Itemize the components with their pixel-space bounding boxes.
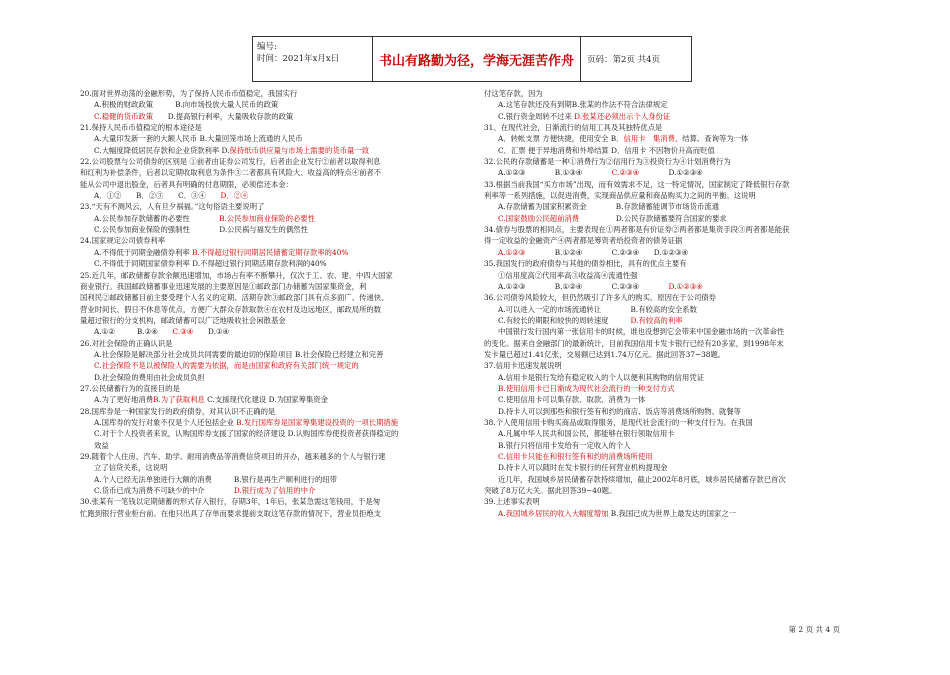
text-line <box>80 145 468 156</box>
line-text: D.社会保险的费用由社会成员负担 <box>94 372 205 382</box>
line-text: C.大幅度降低居民存款和企业贷款利率 D. <box>94 145 230 155</box>
text-line <box>80 156 468 167</box>
line-text: C.支援现代化建设 D.为国家筹集资金 <box>204 395 328 405</box>
line-text: B.①②④ C.②③④ D.①②③④ <box>525 247 689 257</box>
text-line <box>80 496 468 507</box>
line-text: 国利民②邮政储蓄目前主要受理个人名义的定期、活期存款③邮政部门具有点多面广、传递快、 <box>80 293 389 303</box>
line-text: 24.国家规定公司债券利率 <box>80 236 166 246</box>
answer-highlight: B.为了获取利息 <box>153 395 205 405</box>
text-line <box>80 247 468 258</box>
line-text: 突破了8万亿大关。据此回答39~40题。 <box>484 486 617 496</box>
line-text: 结算、查询等为一体 <box>682 134 749 144</box>
header-meta <box>253 37 373 81</box>
line-text: C.对于个人投资者来说，认购国库券支援了国家的经济建设 D.认购国库券使投资者获得稳定的 <box>94 429 399 439</box>
header-motto: 书山有路勤为径，学海无涯苦作舟 <box>373 37 581 81</box>
text-line <box>484 372 874 383</box>
answer-highlight: B.发行国库券是国家筹集建设投资的一项长期措施 <box>236 417 399 427</box>
text-line <box>80 474 468 485</box>
text-line <box>484 247 874 258</box>
text-line <box>80 281 468 292</box>
line-text: 31、在现代社会，日渐流行的信用工具及其独特优点是 <box>484 123 663 133</box>
line-text: 效益 <box>94 440 109 450</box>
text-line <box>484 201 874 212</box>
text-line <box>484 451 874 462</box>
line-text: 忙跑到银行营业柜台前。在他只出具了存单而要求提前支取这笔存款的情况下，营业员拒绝支 <box>80 508 382 518</box>
line-text: ①信用度高②代用率高③收益高④流通性强 <box>498 270 638 280</box>
text-line <box>80 508 468 519</box>
line-text: 立了信贷关系，这说明 <box>94 463 168 473</box>
text-line <box>80 406 468 417</box>
text-line <box>80 383 468 394</box>
line-text: B.使用信用卡已日渐成为现代社会流行的一种支付方式 <box>498 383 675 393</box>
text-line <box>484 99 874 110</box>
text-line <box>80 428 468 439</box>
text-line <box>484 224 874 235</box>
line-text: C.不得低于同期国家债券利率 D.不得超过银行同期活期存款利润的40% <box>94 259 327 269</box>
line-text: A.社会保险是解决部分社会成员共同需要的最迫切的保险项目 B.社会保险已经建立和完善 <box>94 349 384 359</box>
text-line <box>80 133 468 144</box>
line-text: D.公民存款储蓄要符合国家的要求 <box>579 213 727 223</box>
text-line <box>80 451 468 462</box>
line-text: A.国库券的发行对象不仅是个人还包括企业 <box>94 417 237 427</box>
text-line <box>484 394 874 405</box>
text-line <box>80 258 468 269</box>
text-line <box>484 122 874 133</box>
header-number: 编号: <box>257 42 277 52</box>
page-header <box>252 36 692 82</box>
line-text: 20.面对世界动荡的金融形势，为了保持人民币币值稳定，我国实行 <box>80 89 298 98</box>
text-line <box>80 440 468 451</box>
line-text: D.①②③④ <box>639 168 703 178</box>
line-text: A.这笔存款还没有到期B.张某的作法不符合法律规定 <box>498 100 668 110</box>
line-text: 22.公司股票与公司债券的区别是 ①前者由证券公司发行，后者由企业发行②前者以取得利息 <box>80 157 381 167</box>
line-text: 38.个人使用信用卡购买商品或取得服务，是现代社会流行的一种支付行为。在我国 <box>484 417 753 427</box>
line-text: 商业银行。我国邮政储蓄事业迅速发展的主要原因是①邮政部门办储蓄为国家集资金，利 <box>80 281 367 291</box>
text-line <box>80 360 468 371</box>
text-line <box>80 111 468 122</box>
text-line <box>484 235 874 246</box>
text-line <box>484 315 874 326</box>
line-text: A.①②③ B.①③④ <box>498 168 612 178</box>
text-line <box>484 292 874 303</box>
text-line <box>484 111 874 122</box>
text-line <box>80 315 468 326</box>
text-line <box>484 496 874 507</box>
text-line <box>80 167 468 178</box>
line-text: 的变化。据来自金融部门的最新统计，目前我国信用卡发卡银行已经有20多家，到1998年末 <box>484 338 784 348</box>
line-text: 27.公民储蓄行为的直接目的是 <box>80 383 180 393</box>
text-line <box>80 304 468 315</box>
text-line <box>484 338 874 349</box>
text-line <box>80 122 468 133</box>
line-text: A.凡属中华人民共和国公民，都能够在银行领取信用卡 <box>498 429 675 439</box>
text-line <box>80 372 468 383</box>
text-line <box>80 326 468 337</box>
answer-highlight: 信用卡 集消费、 <box>623 134 683 144</box>
line-text: 发卡量已超过1.41亿张，交易额已达到1.74万亿元。据此回答37~38题。 <box>484 349 726 359</box>
line-text: 得一定收益的金融资产④两者都是筹资者给投资者的债务证据 <box>484 236 683 246</box>
line-text: A.大量印发新一套的大额人民币 B.大量回笼市场上流通的人民币 <box>94 134 303 144</box>
line-text: A.我国城乡居民的收入大幅度增加 <box>498 508 609 518</box>
line-text: 37.信用卡迅速发展说明 <box>484 361 562 371</box>
text-line <box>484 156 874 167</box>
text-line <box>484 360 874 371</box>
line-text: C.货币已成为消费不可缺少的中介 <box>94 486 234 496</box>
line-text: B.银行只将信用卡发给有一定收入的个人 <box>498 440 631 450</box>
line-text: A.①②③ <box>498 247 526 257</box>
line-text: A.个人已经无法单独进行大额的消费 B.银行是再生产顺利进行的纽带 <box>94 474 338 484</box>
text-line <box>484 474 874 485</box>
text-line <box>484 167 874 178</box>
answer-highlight: 保持纸币供应量与市场上需要的货币量一致 <box>229 145 370 155</box>
line-text: 29.随着个人住房、汽车、助学、耐用消费品等消费信贷项目的开办，越来越多的个人与银行建 <box>80 452 386 461</box>
line-text: 能从公司中退出股金，后者具有明确的付息期限，必须偿还本金： <box>80 179 293 189</box>
line-text: 36.公司债券风险较大，但仍然吸引了许多人的购买。原因在于公司债券 <box>484 293 716 303</box>
text-line <box>80 485 468 496</box>
line-text: 21.保持人民币币值稳定的根本途径是 <box>80 123 202 133</box>
answer-highlight: D.银行成为了信用的中介 <box>233 486 316 496</box>
answer-highlight: D．②④ <box>220 191 249 201</box>
answer-highlight: C.③④ <box>172 327 194 337</box>
line-text: C.使用信用卡可以集存款、取款、消费为一体 <box>498 395 646 405</box>
text-line <box>80 190 468 201</box>
header-time: 时间：2021年x月x日 <box>257 54 340 64</box>
text-line <box>484 304 874 315</box>
line-text: D.①④ <box>193 327 230 337</box>
text-line <box>484 190 874 201</box>
text-line <box>484 440 874 451</box>
line-text: C.银行资金周转不过来 <box>498 111 575 121</box>
answer-highlight: D.有较高的利率 <box>630 315 683 325</box>
answer-highlight: D.①②③④ <box>668 281 703 291</box>
text-line <box>80 462 468 473</box>
line-text: 30.张某有一笔钱以定期储蓄的形式存入银行，存期3年，1年后，张某急需这笔钱用，于是匆 <box>80 497 381 507</box>
line-text: 中国银行发行国内第一张信用卡的时候，谁也没想到它会带来中国金融市场的一次革命性 <box>498 327 785 337</box>
text-line <box>484 417 874 428</box>
text-line <box>80 394 468 405</box>
text-line <box>484 508 874 519</box>
text-line <box>80 338 468 349</box>
answer-highlight: C.②③④ <box>611 168 640 178</box>
page-footer: 第 2 页 共 4 页 <box>788 625 840 634</box>
text-line <box>484 485 874 496</box>
text-line <box>80 270 468 281</box>
text-line <box>80 349 468 360</box>
line-text: A.不得低于同期金融债券利率 <box>94 247 193 257</box>
header-page: 页码：第2页 共4页 <box>587 55 661 65</box>
text-line <box>484 349 874 360</box>
line-text: 营业时间长、假日不休息等优点，方便广大群众存款取款④在农村及边远地区，邮政局所的数 <box>80 304 382 314</box>
text-line <box>484 213 874 224</box>
text-line <box>484 326 874 337</box>
right-column <box>484 88 874 519</box>
text-line <box>484 258 874 269</box>
text-line <box>80 417 468 428</box>
line-text: 35.我国发行的政府债券与其他的债券相比，具有的优点主要有 <box>484 259 687 269</box>
line-text: 39.上述事实表明 <box>484 497 540 507</box>
line-text: A.公民参加存款储蓄的必要性 <box>94 213 220 223</box>
line-text: C.有较长的期限和较快的周转速度 <box>498 315 631 325</box>
line-text: A.信用卡是银行发给有稳定收入的个人以便利其购物的信用凭证 <box>498 372 704 382</box>
line-text: D.持卡人可以到那些和银行签有和约的商店、饭店等消费场所购物、就餐等 <box>498 406 741 416</box>
line-text: A.①② B.②④ <box>94 327 173 337</box>
line-text: 25.近几年，邮政储蓄存款余额迅速增加，市场占有率不断攀升，仅次于工、农、建、中四大国家 <box>80 270 393 280</box>
line-text: 近几年，我国城乡居民储蓄存款持续增加，截止2002年8月底，城乡居民储蓄存款已首次 <box>498 474 786 484</box>
text-line <box>80 292 468 303</box>
text-line <box>484 428 874 439</box>
line-text: A．①② B．②③ C．③④ <box>94 191 221 201</box>
text-line <box>80 224 468 235</box>
text-line <box>484 406 874 417</box>
text-line <box>80 201 468 212</box>
line-text: B.我国已成为世界上最发达的国家之一 <box>608 508 737 518</box>
line-text: D.提高银行利率，大量吸收存款的政策 <box>153 111 294 121</box>
text-line <box>484 88 874 99</box>
line-text: C.社会保险不是以被保险人的需要为依据，而是由国家和政府有关部门统一规定的 <box>94 361 359 371</box>
line-text: C.信用卡只能在和银行签有和约的消费场所使用 <box>498 452 653 461</box>
line-text: A.可以进入一定的市场流通转让 B.有较高的安全系数 <box>498 304 697 314</box>
text-line <box>484 462 874 473</box>
text-line <box>484 383 874 394</box>
line-text: C.公民参加商业保险的强制性 D.公民祸与福发生的偶然性 <box>94 225 308 235</box>
line-text: 量超过银行的分支机构，邮政储蓄可以广泛地吸收社会闲散基金 <box>80 315 286 325</box>
text-line <box>80 88 468 99</box>
text-line <box>80 235 468 246</box>
line-text: A．转帐支票 方便快捷，使用安全 B． <box>498 134 624 144</box>
line-text: A.为了更好地消费 <box>94 395 154 405</box>
answer-highlight: B.公民参加商业保险的必要性 <box>219 213 315 223</box>
line-text: D.持卡人可以随时在发卡银行的任何营业机构提现金 <box>498 463 668 473</box>
text-line <box>484 145 874 156</box>
line-text: A.存款储蓄为国家积累资金 B.存款储蓄能调节市场货币流通 <box>498 202 719 212</box>
answer-highlight: D.张某还必须出示个人身份证 <box>574 111 671 121</box>
text-line <box>484 270 874 281</box>
line-text: 26.对社会保险的正确认识是 <box>80 338 173 348</box>
line-text: 34.债券与股票的相同点，主要表现在①两者都是有价证券②两者都是集资手段③两者都是能获 <box>484 225 790 235</box>
text-line <box>484 179 874 190</box>
line-text: 利率等一系列措施，以促进消费，实现商品供应量和商品购买力之间的平衡。这说明 <box>484 191 756 201</box>
line-text: 32.公民的存款储蓄是一种①消费行为②信用行为③投资行为④计划消费行为 <box>484 157 731 167</box>
text-line <box>484 133 874 144</box>
line-text: 28.国库券是一种国家发行的政府债券，对其认识不正确的是 <box>80 406 276 416</box>
text-line <box>80 99 468 110</box>
text-line <box>484 281 874 292</box>
line-text: 23.“天有不测风云，人有旦夕祸福。”这句俗语主要说明了 <box>80 202 265 212</box>
line-text: C.稳健的货币政策 <box>94 111 154 121</box>
line-text: C．汇票 便于异地消费和外埠结算 D．信用卡 不因物价升高而贬值 <box>498 145 715 155</box>
text-line <box>80 213 468 224</box>
line-text: A.积极的财政政策 B.向市场投放大量人民币的政策 <box>94 100 279 110</box>
line-text: 付这笔存款，因为 <box>484 89 543 98</box>
left-column <box>80 88 468 519</box>
line-text: A.①②③ B.①②④ C.②③④ <box>498 281 669 291</box>
line-text: C.国家鼓励公民超前消费 <box>498 213 580 223</box>
line-text: 33.根据当前我国“买方市场”出现，而有效需求不足，这一特定情况，国家制定了降低银行存款 <box>484 179 790 189</box>
line-text: 和红利为补偿条件，后者以定期收取利息为条件③二者都具有风险大、收益高的特点④前者不 <box>80 168 382 178</box>
text-line <box>80 179 468 190</box>
answer-highlight: B.不得超过银行同期居民储蓄定期存款率的40% <box>192 247 349 257</box>
